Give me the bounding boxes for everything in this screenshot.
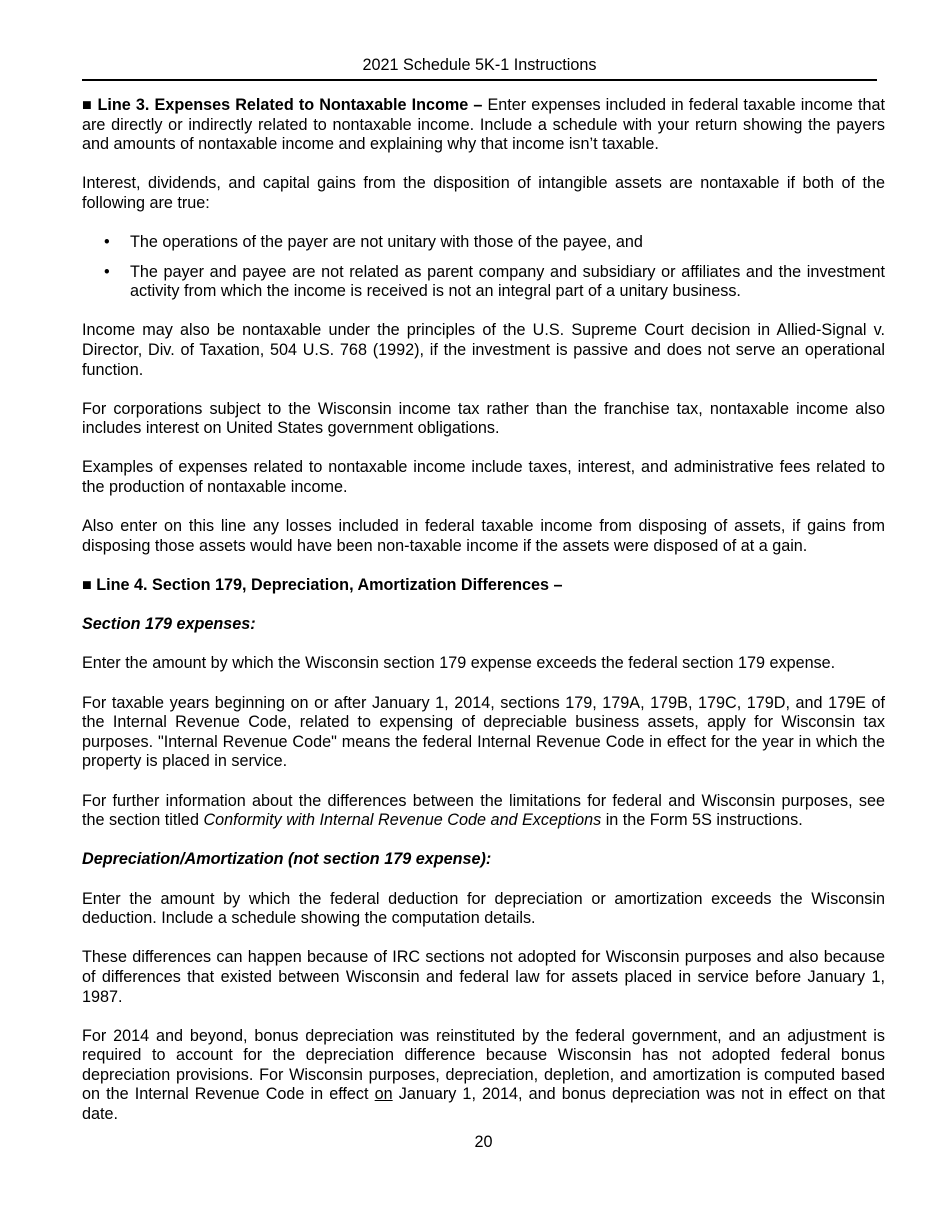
bonus-underlined-word: on	[374, 1085, 393, 1104]
conformity-title: Conformity with Internal Revenue Code and Exceptions	[203, 811, 602, 830]
further-text-post: in the Form 5S instructions.	[601, 811, 803, 830]
section179-heading: Section 179 expenses:	[82, 615, 256, 634]
corporations-paragraph: For corporations subject to the Wisconsin income tax rather than the franchise tax, nontaxable income also includes interest on United States government obligations.	[82, 399, 885, 438]
section179-further-paragraph	[82, 792, 885, 831]
line3-text: Enter expenses included in federal taxable income that are directly or indirectly related to nontaxable income. Include a schedule with your return showing the payers and amounts of nontaxable income and explaining why that income isn’t taxable.	[82, 96, 886, 154]
losses-paragraph: Also enter on this line any losses included in federal taxable income from disposing of assets, if gains from disposing those assets would have been non-taxable income if the assets were disposed of at a gain.	[82, 517, 885, 555]
list-item-text: The payer and payee are not related as parent company and subsidiary or affiliates and the investment activity from which the income is received is not an integral part of a unitary business.	[130, 262, 885, 301]
line3-marker: ■	[82, 96, 93, 114]
further-text-pre: For further information about the differences between the limitations for federal and Wisconsin purposes, see the section titled	[82, 791, 885, 830]
line4-marker: ■	[82, 576, 92, 595]
allied-signal-paragraph: Income may also be nontaxable under the principles of the U.S. Supreme Court decision in Allied-Signal v. Director, Div. of Taxation, 504 U.S. 768 (1992), if the investment is passive and does not serve an operational function.	[82, 321, 885, 379]
bonus-text-post: January 1, 2014, and bonus depreciation was not in effect on that date.	[82, 1085, 885, 1124]
bullet-icon: •	[104, 262, 110, 281]
examples-paragraph: Examples of expenses related to nontaxable income include taxes, interest, and administrative fees related to the production of nontaxable income.	[82, 458, 885, 497]
bonus-text-pre: For 2014 and beyond, bonus depreciation was reinstituted by the federal government, and an adjustment is required to account for the depreciation difference because Wisconsin has not adopted federal bonus depreciation provisions. For Wisconsin purposes, depreciation, depletion, and amortization is computed based on the Internal Revenue Code in effect	[82, 1026, 885, 1104]
page-header: 2021 Schedule 5K-1 Instructions	[362, 56, 597, 74]
bonus-depreciation-paragraph	[82, 1027, 885, 1125]
list-item	[82, 263, 885, 302]
list-item	[82, 233, 885, 253]
conditions-list	[82, 233, 885, 302]
line4-heading	[82, 576, 885, 596]
page-number: 20	[474, 1133, 493, 1151]
line3-heading: Line 3. Expenses Related to Nontaxable Income –	[97, 96, 483, 114]
section179-years-paragraph: For taxable years beginning on or after January 1, 2014, sections 179, 179A, 179B, 179C, 179D, and 179E of the Internal Revenue Code, related to expensing of depreciable business assets, apply for Wisconsin tax purposes. "Internal Revenue Code" means the federal Internal Revenue Code in effect for the year in which the property is placed in service.	[82, 693, 885, 771]
line4-heading-text: Line 4. Section 179, Depreciation, Amortization Differences –	[96, 576, 563, 595]
line3-paragraph	[82, 96, 885, 155]
list-item-text: The operations of the payer are not unitary with those of the payee, and	[130, 233, 643, 252]
section179-amount-paragraph: Enter the amount by which the Wisconsin section 179 expense exceeds the federal section 179 expense.	[82, 654, 836, 673]
page-content	[82, 96, 885, 1144]
depreciation-heading: Depreciation/Amortization (not section 179 expense):	[82, 850, 492, 869]
bullet-icon: •	[104, 233, 110, 252]
interest-paragraph: Interest, dividends, and capital gains from the disposition of intangible assets are nontaxable if both of the following are true:	[82, 174, 885, 212]
depreciation-amount-paragraph: Enter the amount by which the federal deduction for depreciation or amortization exceeds the Wisconsin deduction. Include a schedule showing the computation details.	[82, 889, 885, 928]
header-rule	[82, 79, 877, 81]
depreciation-differences-paragraph: These differences can happen because of IRC sections not adopted for Wisconsin purposes and also because of differences that existed between Wisconsin and federal law for assets placed in service before January 1, 1987.	[82, 948, 885, 1006]
